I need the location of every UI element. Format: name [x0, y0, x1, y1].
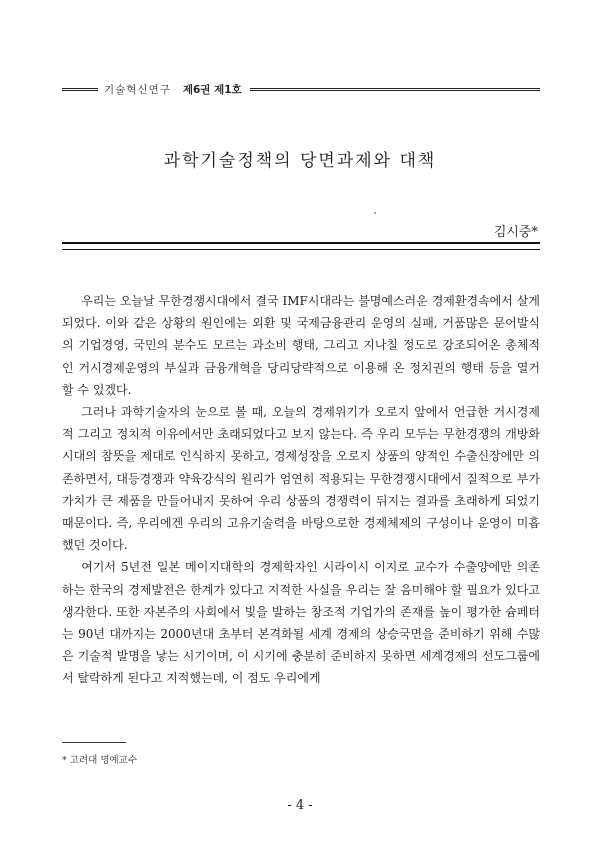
footnote: * 고려대 명예교수 — [62, 755, 138, 766]
article-body — [62, 290, 540, 690]
header-rule-right — [250, 88, 540, 91]
header-rule-left — [62, 88, 98, 91]
scan-speck — [374, 212, 376, 214]
journal-name: 기술혁신연구 — [104, 83, 171, 96]
title-divider-thin — [62, 249, 540, 250]
footnote-divider — [62, 742, 126, 743]
author-name: 김시중* — [493, 225, 538, 240]
page-number: - 4 - — [287, 798, 313, 813]
title-divider-thick — [62, 242, 540, 244]
paragraph: 그러나 과학기술자의 눈으로 볼 때, 오늘의 경제위기가 오로지 앞에서 언급한 거시경제적 그리고 정치적 이유에서만 초래되었다고 보지 않는다. 즉 우리 모두는 무한경쟁의 개방화시대의 참뜻을 제대로 인식하지 못하고, 경제성장을 오로지 상품의 양적인 수출신장에만 의존하면서, 대등경쟁과 약육강식의 원리가 엄연히 적용되는 무한경쟁시대에서 질적으로 부가가치가 큰 제품을 만들어내지 못하여 우리 상품의 경쟁력이 뒤지는 결과를 초래하게 되었기 때문이다. 즉, 우리에겐 우리의 고유기술력을 바탕으로한 경제체제의 구성이나 운영이 미흡했던 것이다. — [62, 405, 540, 553]
paragraph: 우리는 오늘날 무한경쟁시대에서 결국 IMF시대라는 불명예스러운 경제환경속에서 살게 되었다. 이와 같은 상황의 원인에는 외환 및 국제금융관리 운영의 실패, 거품많은 문어발식의 기업경영, 국민의 분수도 모르는 과소비 행태, 그리고 지나칠 정도로 강조되어온 총체적인 거시경제운영의 부실과 금융개혁을 당리당략적으로 이용해 온 정치권의 행태 등을 열거할 수 있겠다. — [62, 294, 540, 397]
article-title: 과학기술정책의 당면과제와 대책 — [163, 151, 437, 171]
paragraph: 여기서 5년전 일본 메이지대학의 경제학자인 시라이시 이지로 교수가 수출양에만 의존하는 한국의 경제발전은 한계가 있다고 지적한 사실을 우리는 잘 음미해야 할 필요가 있다고 생각한다. 또한 자본주의 사회에서 빛을 발하는 창조적 기업가의 존재를 높이 평가한 슘페터는 90년 대까지는 2000년대 초부터 본격화될 세계 경제의 상승국면을 준비하기 위해 수많은 기술적 발명을 낳는 시기이며, 이 시기에 충분히 준비하지 못하면 세계경제의 선도그룹에서 탈락하게 된다고 지적했는데, 이 점도 우리에게 — [62, 560, 540, 686]
issue-number: 제6권 제1호 — [182, 83, 242, 96]
running-header — [62, 82, 540, 96]
